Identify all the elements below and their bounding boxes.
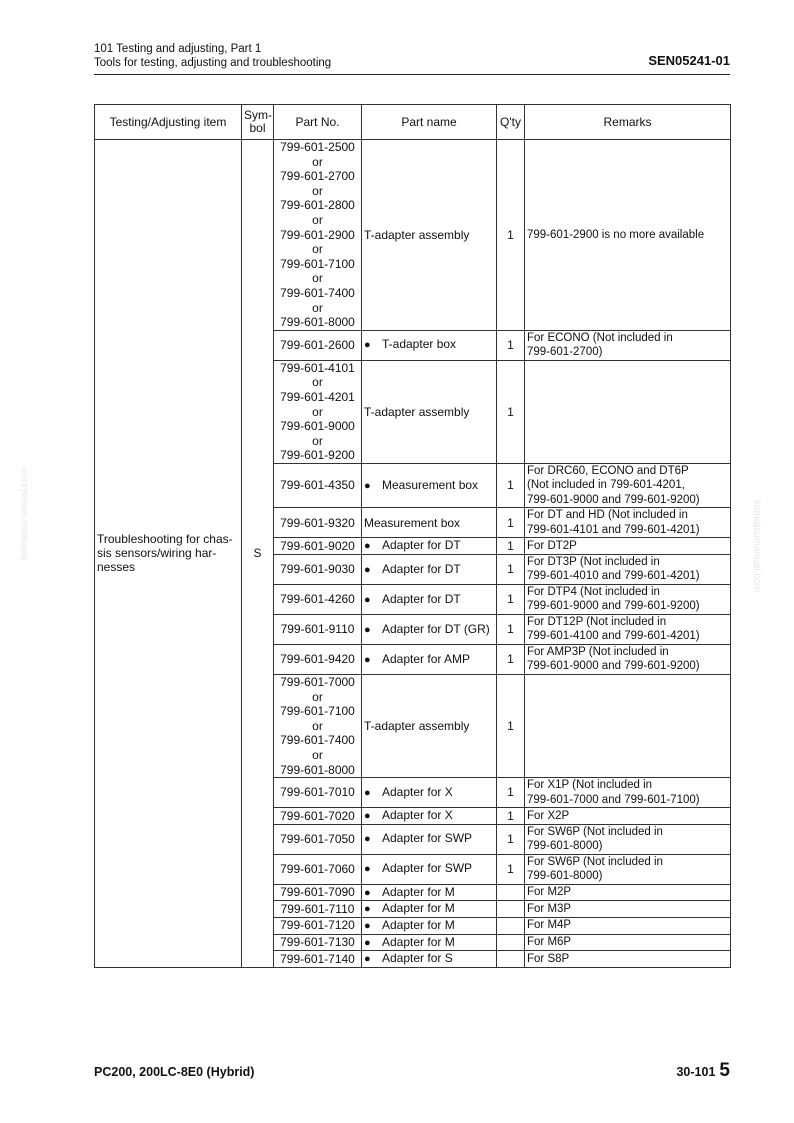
part-number: 799-601-8000	[280, 762, 355, 777]
part-name: Measurement box	[382, 477, 479, 492]
bullet-icon: ●	[364, 540, 371, 553]
part-number: or	[312, 404, 323, 419]
bullet-icon: ●	[364, 863, 371, 876]
bullet-icon: ●	[364, 953, 371, 966]
part-number: 799-601-2800	[280, 198, 355, 213]
part-name-cell	[362, 951, 497, 968]
part-name: Adapter for DT (GR)	[382, 621, 490, 636]
part-number: 799-601-9030	[280, 562, 355, 577]
part-number-cell	[274, 614, 362, 644]
remarks-cell: For M2P	[525, 884, 731, 901]
part-number-cell	[274, 584, 362, 614]
part-name: Adapter for M	[382, 934, 455, 949]
qty-cell	[497, 934, 525, 951]
part-number: 799-601-7110	[280, 901, 355, 916]
remarks-cell: For M4P	[525, 917, 731, 934]
qty-cell: 1	[497, 584, 525, 614]
part-number: 799-601-9020	[280, 538, 355, 553]
part-name-cell	[362, 778, 497, 808]
part-number-cell	[274, 330, 362, 360]
bullet-icon: ●	[364, 833, 371, 846]
page-header	[94, 42, 730, 74]
part-number: 799-601-2700	[280, 169, 355, 184]
header-titles	[94, 42, 331, 70]
part-name: Adapter for SWP	[382, 831, 473, 846]
qty-cell: 1	[497, 508, 525, 538]
bullet-icon: ●	[364, 563, 371, 576]
qty-cell	[497, 951, 525, 968]
part-number: or	[312, 242, 323, 257]
part-number-cell	[274, 951, 362, 968]
remarks-cell: 799-601-2900 is no more available	[525, 140, 731, 331]
part-name: Adapter for M	[382, 917, 455, 932]
part-number: 799-601-7140	[280, 951, 355, 966]
remarks-cell: For M6P	[525, 934, 731, 951]
part-number: 799-601-2600	[280, 337, 355, 352]
remarks-cell: For X1P (Not included in 799-601-7000 and 799-601-7100)	[525, 778, 731, 808]
part-name: T-adapter assembly	[364, 404, 470, 419]
part-number: or	[312, 433, 323, 448]
part-number-cell	[274, 674, 362, 777]
col-header-remarks: Remarks	[525, 105, 731, 140]
qty-cell: 1	[497, 538, 525, 555]
part-number-cell	[274, 824, 362, 854]
remarks-cell: For DTP4 (Not included in 799-601-9000 and 799-601-9200)	[525, 584, 731, 614]
part-number-cell	[274, 554, 362, 584]
part-number: 799-601-7020	[280, 808, 355, 823]
page-footer	[94, 1060, 730, 1084]
col-header-item: Testing/Adjusting item	[95, 105, 242, 140]
part-name: Adapter for DT	[382, 561, 461, 576]
qty-cell: 1	[497, 824, 525, 854]
part-number: 799-601-4260	[280, 592, 355, 607]
part-name-cell	[362, 584, 497, 614]
part-name-cell	[362, 884, 497, 901]
part-number: or	[312, 375, 323, 390]
part-number-cell	[274, 644, 362, 674]
part-name: Adapter for X	[382, 784, 453, 799]
bullet-icon: ●	[364, 623, 371, 636]
page-number: 5	[719, 1060, 730, 1081]
qty-cell: 1	[497, 674, 525, 777]
part-name: Adapter for M	[382, 884, 455, 899]
remarks-cell: For S8P	[525, 951, 731, 968]
bullet-icon: ●	[364, 653, 371, 666]
part-number-cell	[274, 884, 362, 901]
remarks-cell: For DT and HD (Not included in 799-601-4101 and 799-601-4201)	[525, 508, 731, 538]
table-header-row	[95, 105, 731, 140]
remarks-cell: For SW6P (Not included in 799-601-8000)	[525, 824, 731, 854]
part-number-cell	[274, 934, 362, 951]
part-number: 799-601-7100	[280, 704, 355, 719]
part-number: or	[312, 747, 323, 762]
col-header-part-no: Part No.	[274, 105, 362, 140]
part-number: 799-601-7010	[280, 785, 355, 800]
qty-cell: 1	[497, 854, 525, 884]
part-name-cell	[362, 614, 497, 644]
part-name-cell	[362, 674, 497, 777]
part-number: 799-601-8000	[280, 315, 355, 330]
part-number: 799-601-2500	[280, 140, 355, 154]
part-name-cell	[362, 538, 497, 555]
part-number: 799-601-7400	[280, 285, 355, 300]
part-number-cell	[274, 778, 362, 808]
bullet-icon: ●	[364, 886, 371, 899]
remarks-cell: For DT12P (Not included in 799-601-4100 and 799-601-4201)	[525, 614, 731, 644]
part-name-cell	[362, 554, 497, 584]
remarks-cell: For DT2P	[525, 538, 731, 555]
remarks-cell	[525, 674, 731, 777]
part-name-cell	[362, 917, 497, 934]
qty-cell: 1	[497, 778, 525, 808]
part-name-cell	[362, 330, 497, 360]
symbol-cell: S	[242, 140, 274, 968]
qty-cell: 1	[497, 140, 525, 331]
page-label	[676, 1060, 730, 1082]
part-number: 799-601-9000	[280, 419, 355, 434]
part-number-cell	[274, 901, 362, 918]
part-name: Adapter for DT	[382, 538, 461, 553]
part-number: 799-601-9110	[280, 622, 355, 637]
remarks-cell: For SW6P (Not included in 799-601-8000)	[525, 854, 731, 884]
part-name-cell	[362, 140, 497, 331]
part-name: Adapter for M	[382, 901, 455, 916]
table-body	[95, 140, 731, 968]
part-number: or	[312, 300, 323, 315]
part-number: 799-601-9420	[280, 652, 355, 667]
part-number-cell	[274, 360, 362, 463]
part-number: 799-601-7090	[280, 885, 355, 900]
col-header-symbol: Sym- bol	[242, 105, 274, 140]
part-name-cell	[362, 808, 497, 825]
remarks-cell	[525, 360, 731, 463]
part-name: Adapter for AMP	[382, 651, 471, 666]
remarks-cell: For M3P	[525, 901, 731, 918]
part-number: 799-601-7060	[280, 861, 355, 876]
part-number: 799-601-7100	[280, 256, 355, 271]
part-number-cell	[274, 538, 362, 555]
qty-cell: 1	[497, 463, 525, 508]
part-number: 799-601-7120	[280, 918, 355, 933]
part-name: Adapter for SWP	[382, 861, 473, 876]
bullet-icon: ●	[364, 593, 371, 606]
part-number: 799-601-7050	[280, 831, 355, 846]
qty-cell: 1	[497, 808, 525, 825]
subsection-title: Tools for testing, adjusting and troubleshooting	[94, 57, 332, 69]
qty-cell: 1	[497, 360, 525, 463]
qty-cell: 1	[497, 330, 525, 360]
watermark-right: komatsumanual.com	[751, 500, 762, 593]
part-number: 799-601-4101	[280, 360, 355, 375]
part-name-cell	[362, 854, 497, 884]
part-number: or	[312, 271, 323, 286]
bullet-icon: ●	[364, 786, 371, 799]
remarks-cell: For ECONO (Not included in 799-601-2700)	[525, 330, 731, 360]
col-header-qty: Q'ty	[497, 105, 525, 140]
part-name: Adapter for DT	[382, 591, 461, 606]
table-row	[95, 140, 731, 331]
header-divider	[94, 74, 730, 75]
part-number: 799-601-9200	[280, 448, 355, 463]
document-code: SEN05241-01	[648, 53, 730, 68]
part-name-cell	[362, 934, 497, 951]
part-name: Adapter for X	[382, 808, 453, 823]
part-number: or	[312, 212, 323, 227]
part-number: or	[312, 718, 323, 733]
part-number-cell	[274, 463, 362, 508]
part-number-cell	[274, 854, 362, 884]
qty-cell: 1	[497, 614, 525, 644]
part-name-cell	[362, 824, 497, 854]
col-header-part-name: Part name	[362, 105, 497, 140]
part-name-cell	[362, 901, 497, 918]
part-number: 799-601-9320	[280, 515, 355, 530]
part-name-cell	[362, 508, 497, 538]
part-name-cell	[362, 360, 497, 463]
tools-table	[94, 104, 731, 968]
bullet-icon: ●	[364, 903, 371, 916]
bullet-icon: ●	[364, 479, 371, 492]
bullet-icon: ●	[364, 810, 371, 823]
part-number: 799-601-4201	[280, 389, 355, 404]
testing-item-cell: Troubleshooting for chas- sis sensors/wiring har- nesses	[95, 140, 242, 968]
part-number-cell	[274, 508, 362, 538]
part-name: T-adapter box	[382, 337, 457, 352]
part-number: or	[312, 689, 323, 704]
part-number: 799-601-2900	[280, 227, 355, 242]
part-number-cell	[274, 808, 362, 825]
part-number: 799-601-7400	[280, 733, 355, 748]
qty-cell: 1	[497, 554, 525, 584]
qty-cell: 1	[497, 644, 525, 674]
section-title: 101 Testing and adjusting, Part 1	[94, 43, 262, 55]
model-name: PC200, 200LC-8E0 (Hybrid)	[94, 1065, 255, 1079]
remarks-cell: For DT3P (Not included in 799-601-4010 and 799-601-4201)	[525, 554, 731, 584]
part-name: Adapter for S	[382, 951, 453, 966]
qty-cell	[497, 917, 525, 934]
remarks-cell: For X2P	[525, 808, 731, 825]
part-number: or	[312, 154, 323, 169]
remarks-cell: For DRC60, ECONO and DT6P (Not included in 799-601-4201, 799-601-9000 and 799-601-9200)	[525, 463, 731, 508]
part-name: T-adapter assembly	[364, 227, 470, 242]
part-number: 799-601-7000	[280, 674, 355, 689]
part-name: Measurement box	[364, 515, 461, 530]
part-name: T-adapter assembly	[364, 718, 470, 733]
part-number-cell	[274, 917, 362, 934]
qty-cell	[497, 901, 525, 918]
remarks-cell: For AMP3P (Not included in 799-601-9000 and 799-601-9200)	[525, 644, 731, 674]
part-number: or	[312, 183, 323, 198]
part-number: 799-601-4350	[280, 478, 355, 493]
qty-cell	[497, 884, 525, 901]
watermark-left: komatsumanual.com	[19, 467, 30, 560]
part-name-cell	[362, 463, 497, 508]
part-number: 799-601-7130	[280, 935, 355, 949]
bullet-icon: ●	[364, 919, 371, 932]
page-code: 30-101	[676, 1065, 716, 1079]
part-name-cell	[362, 644, 497, 674]
bullet-icon: ●	[364, 936, 371, 949]
part-number-cell	[274, 140, 362, 331]
bullet-icon: ●	[364, 339, 371, 352]
